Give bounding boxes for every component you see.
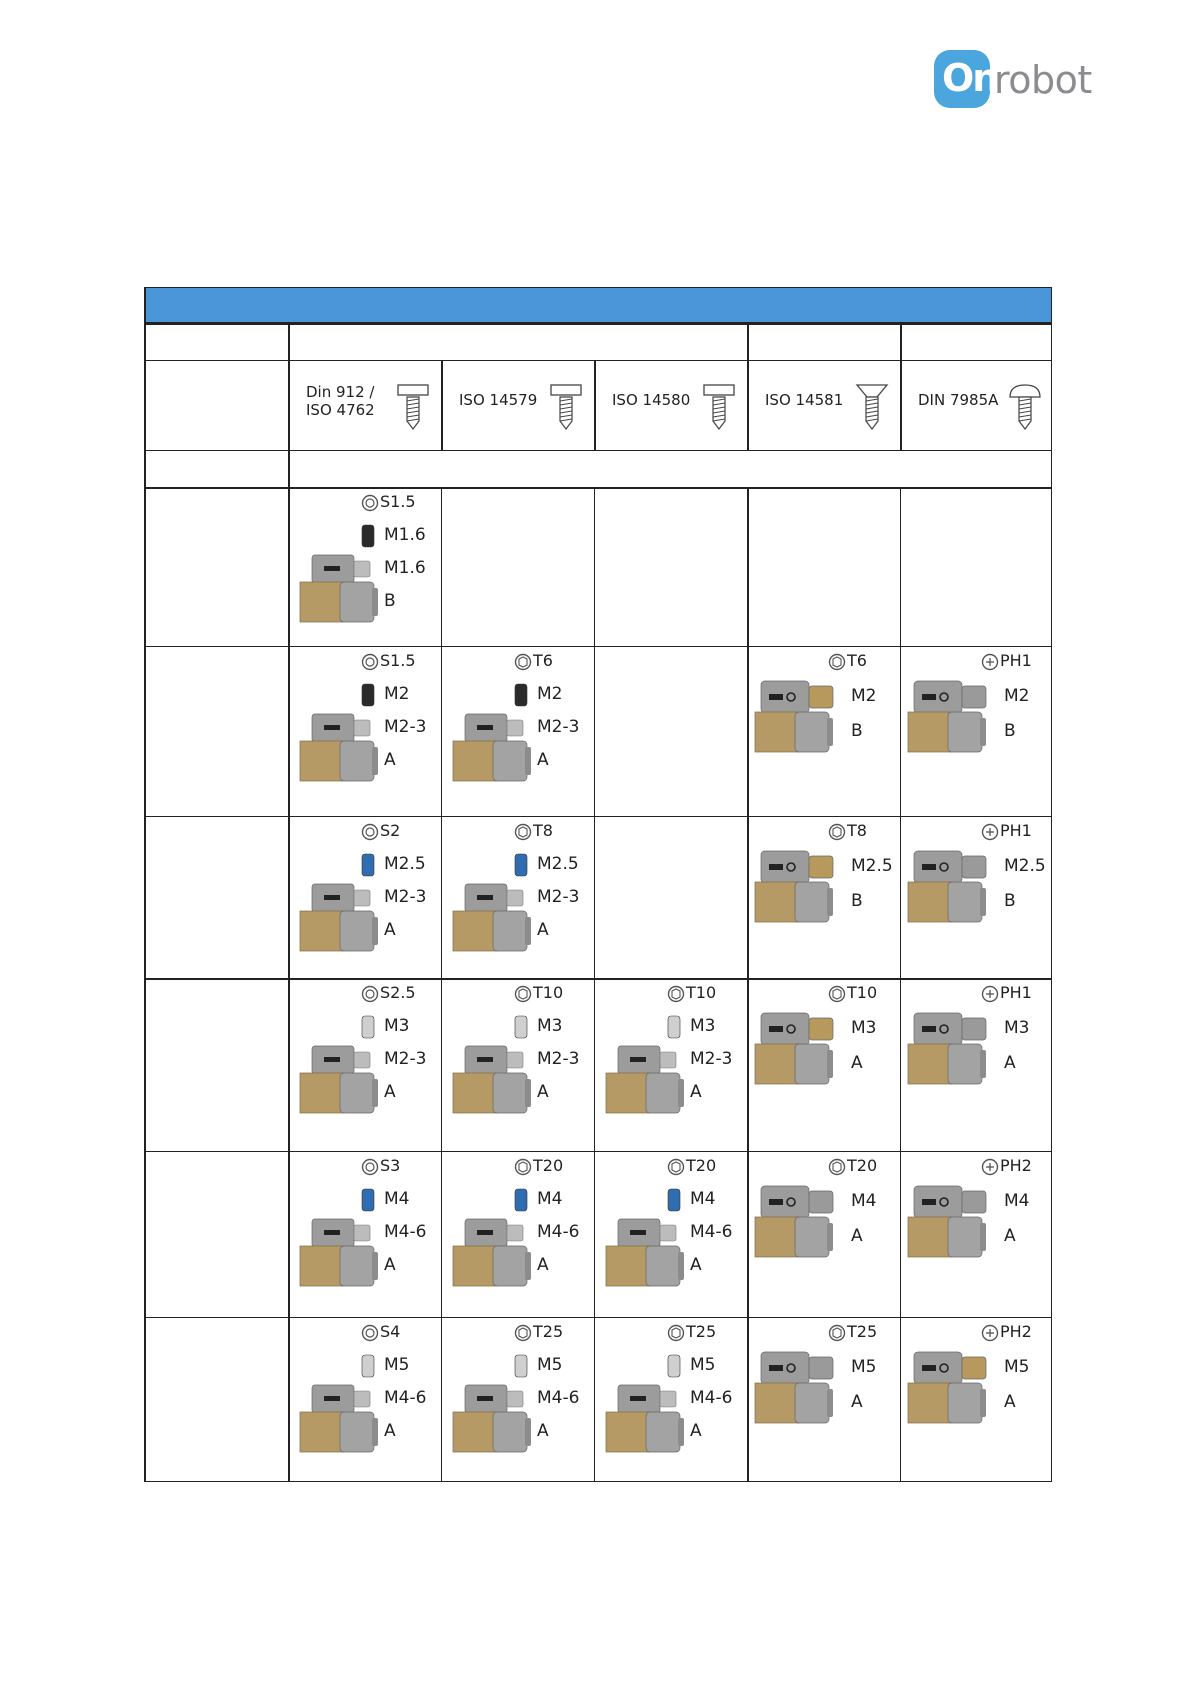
nose-label: M1.6	[384, 558, 426, 578]
bit-label: T10	[847, 983, 878, 1002]
logo-mark: On	[942, 56, 998, 100]
holder-label: B	[1004, 721, 1016, 741]
nose-label: M4-6	[690, 1388, 733, 1408]
table-row-line	[144, 360, 1052, 361]
nose-label: M4-6	[384, 1388, 427, 1408]
holder-label: A	[384, 920, 396, 940]
holder-label: A	[1004, 1226, 1016, 1246]
bit-label: PH1	[1000, 821, 1032, 840]
holder-label: B	[851, 891, 863, 911]
nose-label: M2-3	[537, 717, 580, 737]
bit-label: PH1	[1000, 983, 1032, 1002]
size-label: M3	[1004, 1018, 1030, 1038]
cheese-head-screw-icon	[702, 383, 736, 431]
table-col-line	[594, 360, 596, 450]
size-label: M5	[537, 1355, 563, 1375]
holder-label: A	[851, 1392, 863, 1412]
tool-assembly-graphic	[900, 646, 1052, 816]
holder-label: A	[851, 1053, 863, 1073]
screw-compatibility-table	[144, 287, 1052, 1482]
bit-label: T6	[847, 651, 867, 670]
bit-label: T6	[533, 651, 553, 670]
bit-label: S4	[380, 1322, 401, 1341]
nose-label: M2-3	[690, 1049, 733, 1069]
holder-label: B	[1004, 891, 1016, 911]
nose-label: M4-6	[690, 1222, 733, 1242]
table-col-line	[747, 360, 749, 450]
holder-label: A	[1004, 1392, 1016, 1412]
size-label: M4	[851, 1191, 877, 1211]
size-label: M3	[851, 1018, 877, 1038]
size-label: M5	[1004, 1357, 1030, 1377]
nose-label: M4-6	[537, 1388, 580, 1408]
bit-label: PH1	[1000, 651, 1032, 670]
bit-label: T25	[533, 1322, 564, 1341]
table-border-left	[144, 287, 146, 1482]
holder-label: A	[537, 1421, 549, 1441]
bit-label: S3	[380, 1156, 401, 1175]
standard-label: ISO 14579	[459, 391, 538, 409]
nose-label: M2-3	[537, 887, 580, 907]
size-label: M5	[384, 1355, 410, 1375]
bit-label: S1.5	[380, 492, 416, 511]
tool-assembly-graphic	[900, 1317, 1052, 1482]
size-label: M2.5	[384, 854, 426, 874]
nose-label: M2-3	[384, 1049, 427, 1069]
bit-label: S2	[380, 821, 401, 840]
bit-label: S1.5	[380, 651, 416, 670]
cheese-head-screw-icon	[549, 383, 583, 431]
tool-assembly-graphic	[747, 1151, 899, 1317]
tool-assembly-graphic	[900, 1151, 1052, 1317]
holder-label: A	[690, 1082, 702, 1102]
holder-label: A	[537, 750, 549, 770]
tool-assembly-graphic	[900, 816, 1052, 978]
holder-label: A	[537, 1255, 549, 1275]
holder-label: A	[384, 1421, 396, 1441]
size-label: M2.5	[1004, 856, 1046, 876]
holder-label: A	[384, 1255, 396, 1275]
standard-label: Din 912 /	[306, 383, 375, 401]
size-label: M2	[384, 684, 410, 704]
tool-assembly-graphic	[747, 1317, 899, 1482]
size-label: M4	[690, 1189, 716, 1209]
table-row-line	[144, 450, 1052, 451]
table-row-line	[144, 323, 1052, 325]
countersunk-screw-icon	[855, 383, 889, 431]
bit-label: PH2	[1000, 1156, 1032, 1175]
size-label: M2	[851, 686, 877, 706]
bit-label: T20	[686, 1156, 717, 1175]
size-label: M2.5	[851, 856, 893, 876]
holder-label: A	[384, 750, 396, 770]
tool-assembly-graphic	[900, 978, 1052, 1151]
onrobot-logo	[934, 50, 1092, 110]
holder-label: A	[537, 1082, 549, 1102]
size-label: M2	[1004, 686, 1030, 706]
holder-label: A	[690, 1421, 702, 1441]
standard-label: ISO 14580	[612, 391, 691, 409]
bit-label: T25	[686, 1322, 717, 1341]
table-col-line	[900, 323, 902, 360]
holder-label: A	[1004, 1053, 1016, 1073]
holder-label: B	[851, 721, 863, 741]
bit-label: T8	[847, 821, 867, 840]
size-label: M4	[537, 1189, 563, 1209]
nose-label: M2-3	[384, 887, 427, 907]
table-col-line	[747, 323, 749, 360]
logo-badge	[934, 50, 998, 108]
bit-label: T20	[533, 1156, 564, 1175]
tool-assembly-graphic	[747, 646, 899, 816]
table-col-line	[900, 360, 902, 450]
socket-head-screw-icon	[396, 383, 430, 431]
standard-label: ISO 14581	[765, 391, 844, 409]
holder-label: A	[384, 1082, 396, 1102]
size-label: M1.6	[384, 525, 426, 545]
size-label: M2.5	[537, 854, 579, 874]
size-label: M2	[537, 684, 563, 704]
size-label: M5	[851, 1357, 877, 1377]
table-col-line	[441, 360, 443, 450]
holder-label: A	[537, 920, 549, 940]
tool-assembly-graphic	[747, 816, 899, 978]
logo-word: robot	[994, 58, 1092, 102]
holder-label: B	[384, 591, 396, 611]
bit-label: S2.5	[380, 983, 416, 1002]
standard-label-line2: ISO 4762	[306, 401, 375, 419]
pan-head-screw-icon	[1008, 383, 1042, 431]
holder-label: A	[690, 1255, 702, 1275]
table-row-line	[144, 487, 1052, 489]
size-label: M5	[690, 1355, 716, 1375]
nose-label: M2-3	[384, 717, 427, 737]
bit-label: PH2	[1000, 1322, 1032, 1341]
size-label: M3	[690, 1016, 716, 1036]
nose-label: M4-6	[384, 1222, 427, 1242]
holder-label: A	[851, 1226, 863, 1246]
table-header-bar	[144, 287, 1052, 323]
bit-label: T10	[533, 983, 564, 1002]
bit-label: T20	[847, 1156, 878, 1175]
bit-label: T10	[686, 983, 717, 1002]
size-label: M4	[1004, 1191, 1030, 1211]
size-label: M4	[384, 1189, 410, 1209]
bit-label: T25	[847, 1322, 878, 1341]
tool-assembly-graphic	[747, 978, 899, 1151]
nose-label: M4-6	[537, 1222, 580, 1242]
bit-label: T8	[533, 821, 553, 840]
standard-label: DIN 7985A	[918, 391, 999, 409]
size-label: M3	[384, 1016, 410, 1036]
size-label: M3	[537, 1016, 563, 1036]
nose-label: M2-3	[537, 1049, 580, 1069]
